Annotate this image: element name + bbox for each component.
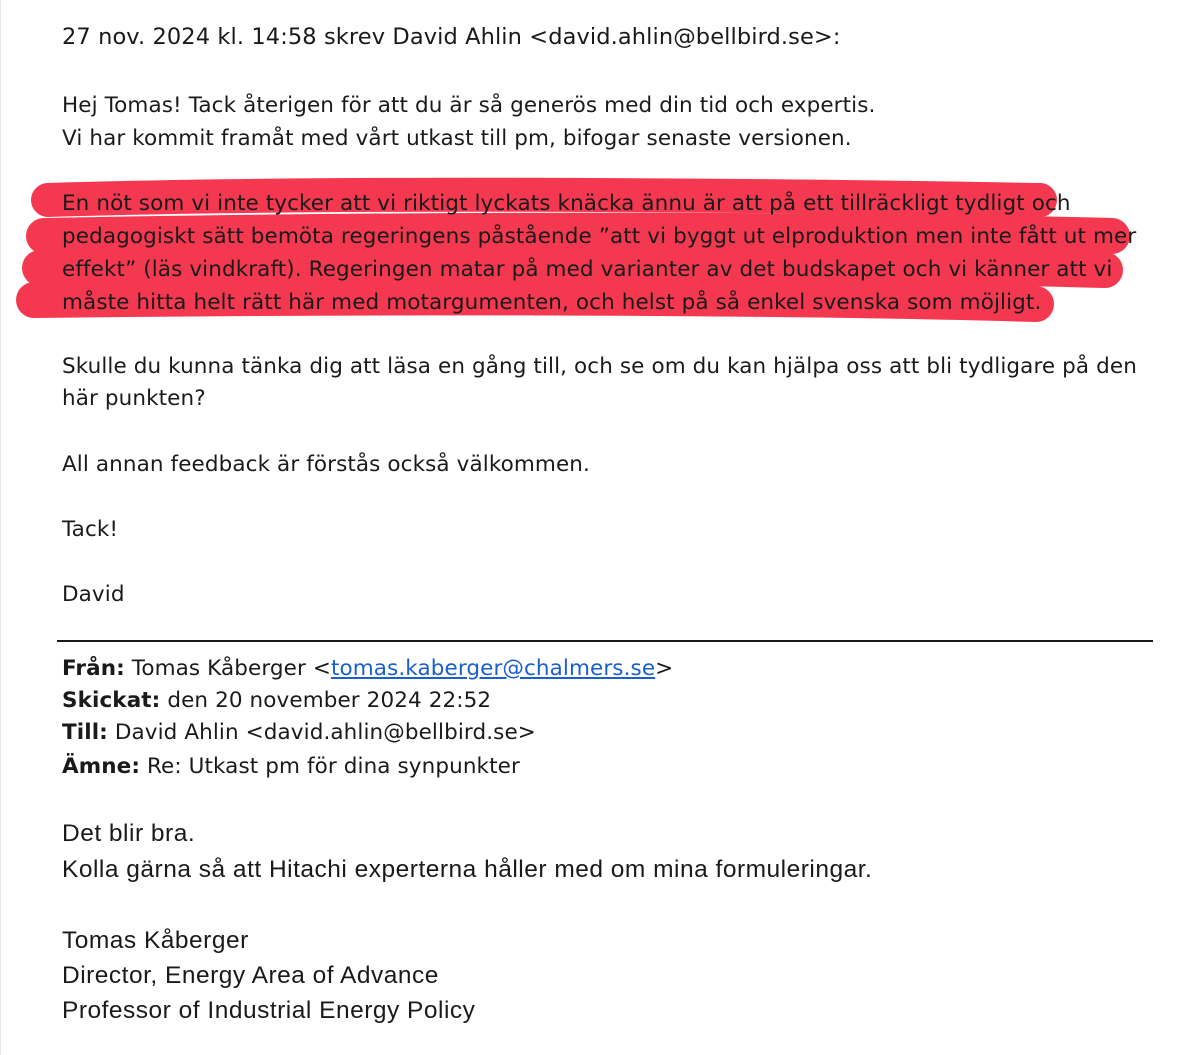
- feedback-line: All annan feedback är förstås också välkommen.: [62, 452, 590, 477]
- to-value: David Ahlin <david.ahlin@bellbird.se>: [114, 720, 536, 745]
- highlighted-line-4: måste hitta helt rätt här med motargumenten, och helst på så enkel svenska som möjligt.: [62, 290, 1042, 315]
- from-row: [62, 656, 673, 681]
- request-line-1: Skulle du kunna tänka dig att läsa en gång till, och se om du kan hjälpa oss att bli tydligare på den: [62, 354, 1137, 379]
- sender-signature: David: [62, 582, 125, 607]
- highlighted-line-2: pedagogiskt sätt bemöta regeringens påstående ”att vi byggt ut elproduktion men inte fått ut mer: [62, 224, 1137, 249]
- subject-value: Re: Utkast pm för dina synpunkter: [146, 754, 520, 779]
- reply-signature-name: Tomas Kåberger: [62, 927, 249, 954]
- from-email-link[interactable]: tomas.kaberger@chalmers.se: [330, 656, 656, 681]
- reply-signature-role: Professor of Industrial Energy Policy: [62, 997, 476, 1024]
- from-label: Från:: [62, 656, 125, 681]
- highlighted-line-1: En nöt som vi inte tycker att vi riktigt lyckats knäcka ännu är att på ett tillräckligt tydligt och: [62, 191, 1071, 216]
- from-close: >: [655, 656, 674, 681]
- request-line-2: här punkten?: [62, 386, 206, 411]
- sent-value: den 20 november 2024 22:52: [167, 688, 492, 713]
- sent-label: Skickat:: [62, 688, 161, 713]
- progress-line: Vi har kommit framåt med vårt utkast till pm, bifogar senaste versionen.: [62, 126, 852, 151]
- thanks-line: Tack!: [62, 517, 119, 542]
- to-label: Till:: [62, 720, 108, 745]
- to-row: [62, 720, 536, 745]
- page-edge: [0, 0, 1, 1055]
- sent-row: [62, 688, 491, 713]
- subject-row: [62, 754, 520, 779]
- message-divider: [57, 640, 1153, 642]
- greeting-line: Hej Tomas! Tack återigen för att du är så generös med din tid och expertis.: [62, 93, 876, 118]
- highlighted-line-3: effekt” (läs vindkraft). Regeringen matar på med varianter av det budskapet och vi känner att vi: [62, 257, 1113, 282]
- reply-line-1: Det blir bra.: [62, 820, 196, 847]
- reply-line-2: Kolla gärna så att Hitachi experterna håller med om mina formuleringar.: [62, 856, 873, 883]
- subject-label: Ämne:: [62, 754, 141, 779]
- reply-signature-title: Director, Energy Area of Advance: [62, 962, 439, 989]
- from-name: Tomas Kåberger <: [131, 656, 331, 681]
- quoted-header: 27 nov. 2024 kl. 14:58 skrev David Ahlin <david.ahlin@bellbird.se>:: [62, 24, 841, 50]
